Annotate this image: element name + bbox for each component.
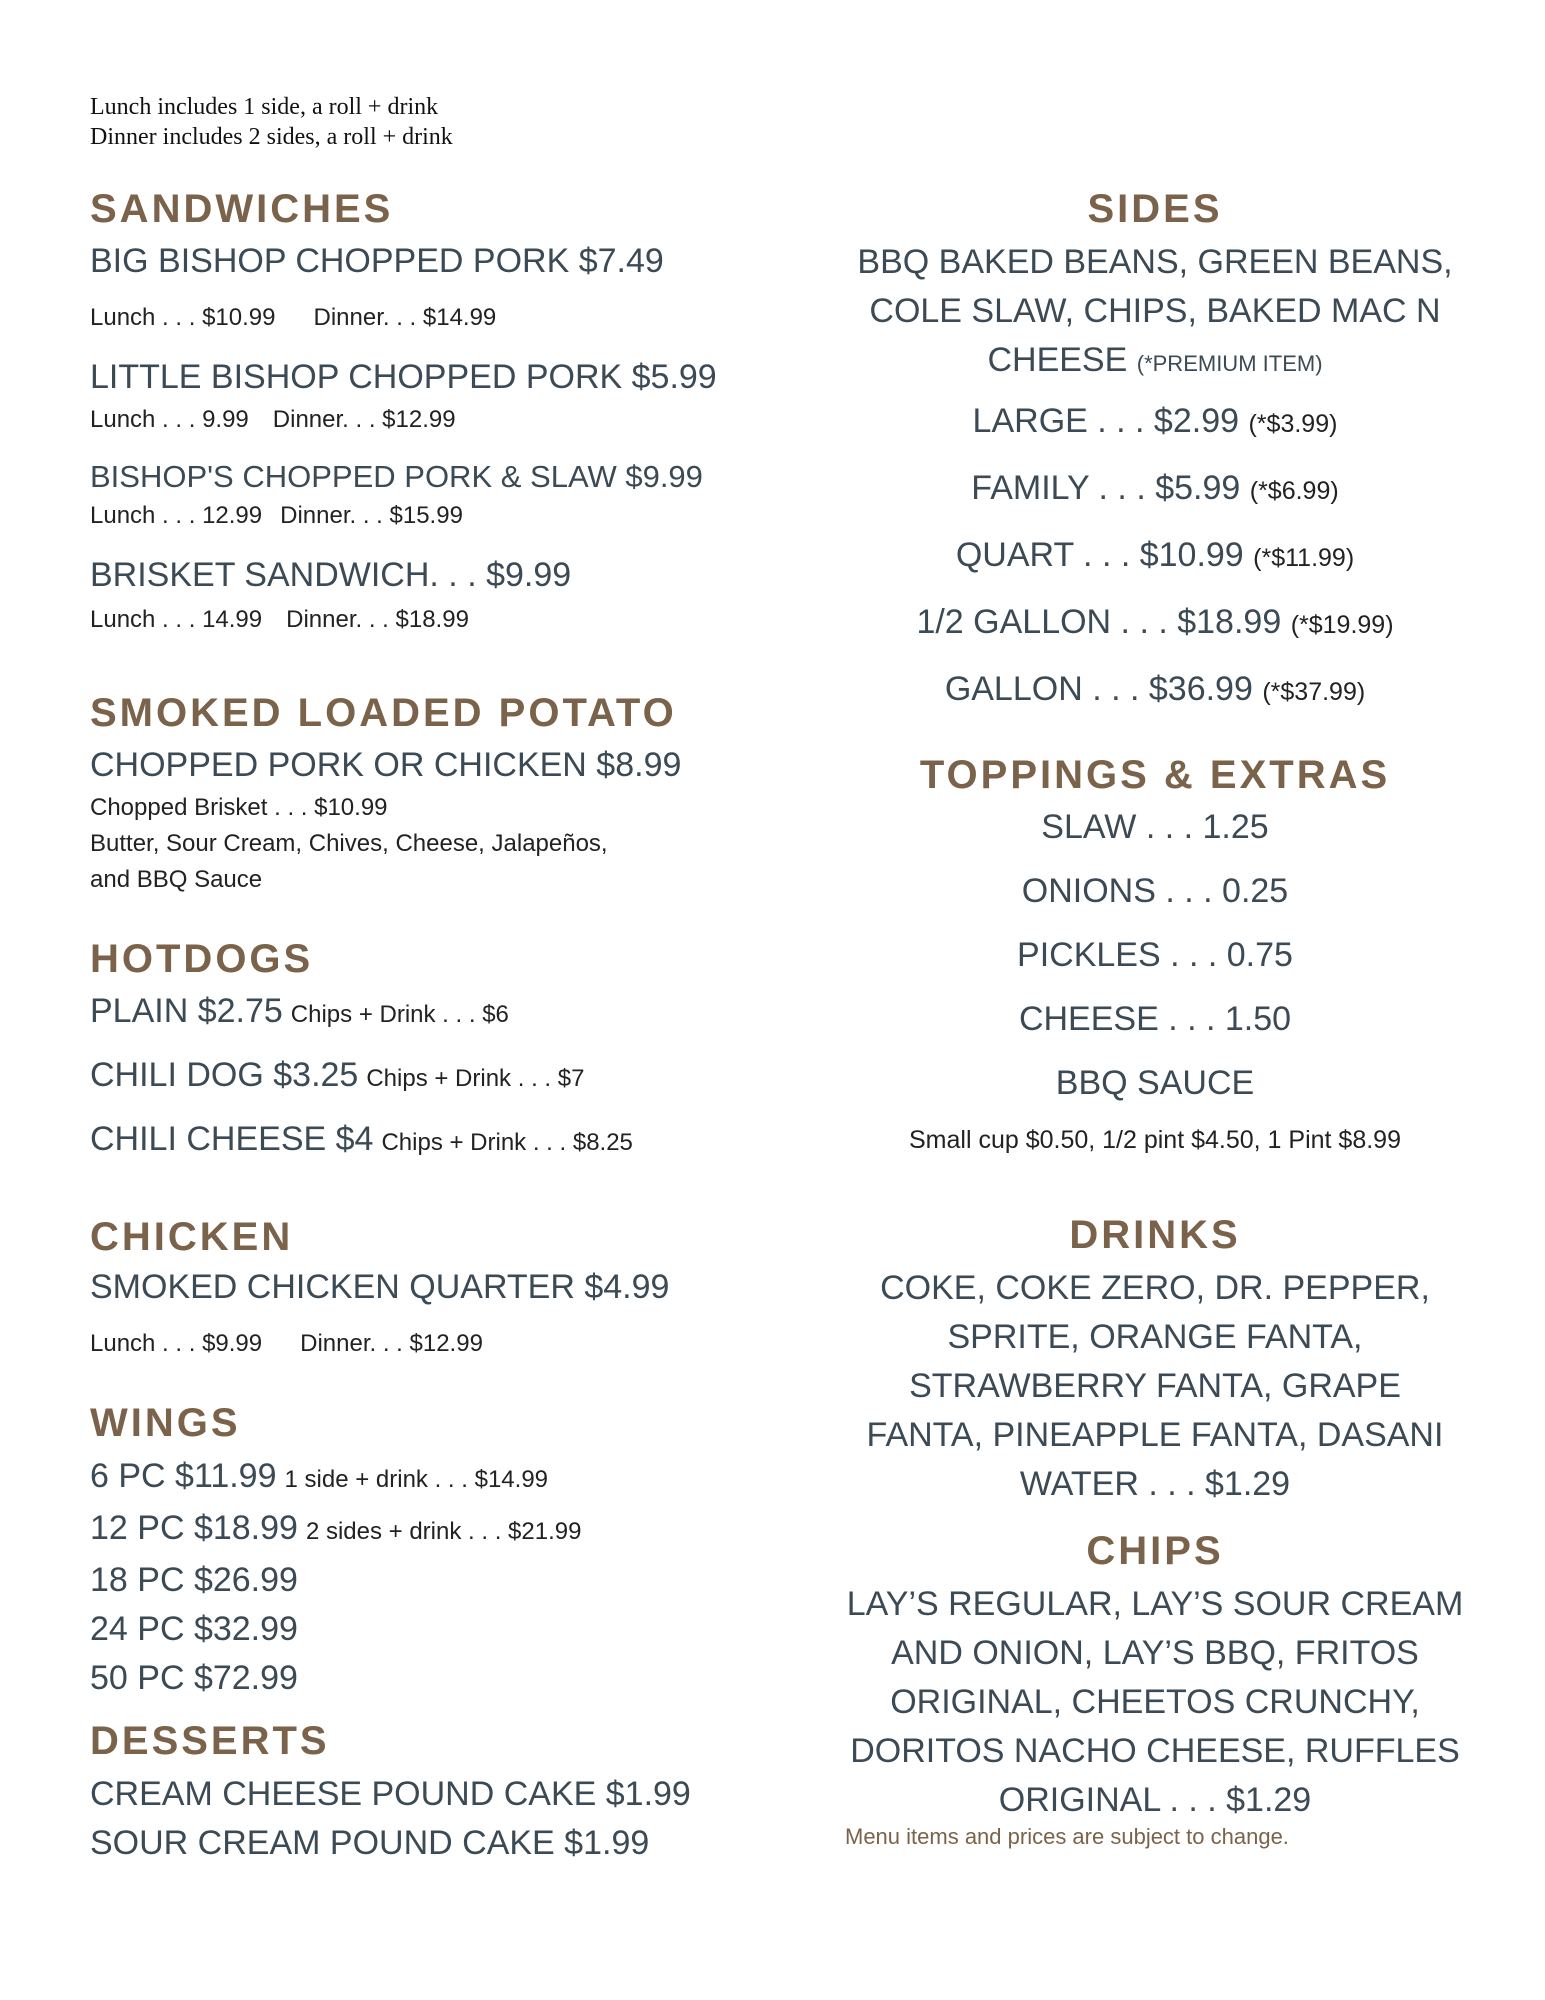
price-change-disclaimer: Menu items and prices are subject to change.	[845, 1824, 1289, 1849]
menu-item-prices	[90, 402, 730, 438]
list-item	[90, 1504, 730, 1556]
premium-price: (*$19.99)	[1290, 611, 1394, 639]
sandwiches-section	[90, 186, 730, 232]
size-label: GALLON . . . $36.99	[944, 670, 1253, 708]
chips-line: ORIGINAL, CHEETOS CRUNCHY,	[890, 1683, 1420, 1721]
menu-item-prices	[90, 300, 730, 336]
combo-price: Chips + Drink . . . $8.25	[381, 1129, 633, 1156]
menu-item-prices	[90, 498, 730, 534]
chips-line: DORITOS NACHO CHEESE, RUFFLES	[850, 1732, 1460, 1770]
list-item: SOUR CREAM POUND CAKE $1.99	[90, 1824, 650, 1862]
size-label: FAMILY . . . $5.99	[971, 469, 1241, 507]
premium-price: (*$6.99)	[1249, 477, 1339, 505]
premium-item-note: (*PREMIUM ITEM)	[1136, 351, 1323, 376]
lunch-price: Lunch . . . 9.99	[90, 406, 249, 433]
list-item	[90, 1654, 730, 1703]
chips-line: ORIGINAL . . . $1.29	[998, 1781, 1312, 1819]
smoked-loaded-potato-heading: SMOKED LOADED POTATO	[90, 691, 677, 735]
sides-heading: SIDES	[1087, 187, 1223, 231]
sides-sizes	[845, 400, 1465, 735]
menu-item	[90, 1054, 730, 1100]
lunch-price: Lunch . . . $10.99	[90, 304, 276, 331]
menu-item-name: CHILI DOG $3.25	[90, 1056, 359, 1094]
dinner-price: Dinner. . . $15.99	[280, 502, 463, 529]
list-item	[90, 1452, 730, 1504]
size-price	[845, 467, 1465, 512]
menu-item-name: LITTLE BISHOP CHOPPED PORK $5.99	[90, 358, 717, 396]
drinks-line: SPRITE, ORANGE FANTA,	[947, 1318, 1363, 1356]
combo-price: 1 side + drink . . . $14.99	[284, 1466, 549, 1493]
wings-list	[90, 1452, 730, 1703]
menu-item-name: BIG BISHOP CHOPPED PORK $7.49	[90, 242, 664, 280]
dinner-price: Dinner. . . $12.99	[272, 406, 456, 433]
menu-item-prices	[90, 602, 730, 638]
wings-heading: WINGS	[90, 1401, 241, 1445]
hotdogs-heading: HOTDOGS	[90, 937, 314, 981]
combo-price: 2 sides + drink . . . $21.99	[305, 1518, 582, 1545]
sides-list-line	[845, 336, 1465, 388]
menu-item-name: CHILI CHEESE $4	[90, 1120, 374, 1158]
desserts-list	[90, 1770, 730, 1868]
sides-list-line: BBQ BAKED BEANS, GREEN BEANS,	[857, 243, 1453, 281]
lunch-includes-text: Lunch includes 1 side, a roll + drink	[90, 94, 439, 120]
size-label: QUART . . . $10.99	[955, 536, 1244, 574]
list-item: CHEESE . . . 1.50	[1018, 1000, 1292, 1038]
toppings-list	[845, 806, 1465, 1104]
size-price	[845, 668, 1465, 713]
lunch-price: Lunch . . . $9.99	[90, 1330, 263, 1357]
sides-list-text: CHEESE	[987, 341, 1128, 379]
sandwiches-heading: SANDWICHES	[90, 187, 394, 231]
drinks-list	[845, 1264, 1465, 1509]
size-price	[845, 400, 1465, 445]
list-item: SLAW . . . 1.25	[1041, 808, 1269, 846]
list-item	[90, 1605, 730, 1654]
sides-list-line: COLE SLAW, CHIPS, BAKED MAC N	[869, 292, 1441, 330]
potato-toppings-text: Butter, Sour Cream, Chives, Cheese, Jalapeños,	[90, 830, 608, 857]
list-item	[90, 1556, 730, 1605]
chips-line: LAY’S REGULAR, LAY’S SOUR CREAM	[846, 1585, 1464, 1623]
chips-line: AND ONION, LAY’S BBQ, FRITOS	[891, 1634, 1419, 1672]
menu-item	[90, 1118, 730, 1164]
potato-brisket-price: Chopped Brisket . . . $10.99	[90, 794, 388, 821]
menu-item-name: 6 PC $11.99	[90, 1457, 277, 1495]
dinner-price: Dinner. . . $18.99	[286, 606, 469, 633]
list-item: CREAM CHEESE POUND CAKE $1.99	[90, 1775, 691, 1813]
menu-item-name: 24 PC $32.99	[90, 1610, 298, 1648]
size-label: 1/2 GALLON . . . $18.99	[916, 603, 1282, 641]
premium-price: (*$11.99)	[1253, 544, 1355, 572]
size-price	[845, 534, 1465, 579]
dinner-price: Dinner. . . $12.99	[300, 1330, 483, 1357]
drinks-line: COKE, COKE ZERO, DR. PEPPER,	[880, 1269, 1430, 1307]
menu-item-prices	[90, 1326, 730, 1362]
chicken-heading: CHICKEN	[90, 1215, 294, 1259]
toppings-extras-heading: TOPPINGS & EXTRAS	[919, 753, 1391, 797]
dinner-includes-text: Dinner includes 2 sides, a roll + drink	[90, 124, 453, 150]
size-price	[845, 601, 1465, 646]
menu-item	[90, 990, 730, 1036]
dinner-price: Dinner. . . $14.99	[313, 304, 497, 331]
list-item: BBQ SAUCE	[1055, 1064, 1255, 1102]
menu-item-name: 50 PC $72.99	[90, 1659, 298, 1697]
drinks-line: FANTA, PINEAPPLE FANTA, DASANI	[866, 1416, 1444, 1454]
combo-price: Chips + Drink . . . $6	[290, 1001, 509, 1028]
lunch-price: Lunch . . . 12.99	[90, 502, 263, 529]
menu-item-name: 12 PC $18.99	[90, 1509, 298, 1547]
lunch-price: Lunch . . . 14.99	[90, 606, 263, 633]
drinks-line: STRAWBERRY FANTA, GRAPE	[909, 1367, 1401, 1405]
drinks-heading: DRINKS	[1069, 1213, 1241, 1257]
combo-price: Chips + Drink . . . $7	[366, 1065, 585, 1092]
list-item: PICKLES . . . 0.75	[1017, 936, 1293, 974]
desserts-heading: DESSERTS	[90, 1719, 330, 1763]
menu-item-name: CHOPPED PORK OR CHICKEN $8.99	[90, 746, 682, 784]
drinks-line: WATER . . . $1.29	[1019, 1465, 1291, 1503]
size-label: LARGE . . . $2.99	[972, 402, 1240, 440]
menu-item-name: SMOKED CHICKEN QUARTER $4.99	[90, 1268, 670, 1306]
meal-includes-note	[90, 92, 453, 152]
chips-heading: CHIPS	[1086, 1529, 1224, 1573]
chips-list	[845, 1580, 1465, 1825]
potato-toppings-text: and BBQ Sauce	[90, 866, 263, 893]
menu-item-name: 18 PC $26.99	[90, 1561, 298, 1599]
sides-list	[845, 238, 1465, 388]
premium-price: (*$37.99)	[1262, 678, 1366, 706]
menu-item-name: BISHOP'S CHOPPED PORK & SLAW $9.99	[90, 459, 703, 494]
bbq-sauce-sizes: Small cup $0.50, 1/2 pint $4.50, 1 Pint $8.99	[908, 1126, 1401, 1154]
premium-price: (*$3.99)	[1248, 410, 1338, 438]
menu-item-name: PLAIN $2.75	[90, 992, 283, 1030]
menu-item-name: BRISKET SANDWICH. . . $9.99	[90, 556, 572, 594]
list-item: ONIONS . . . 0.25	[1021, 872, 1289, 910]
